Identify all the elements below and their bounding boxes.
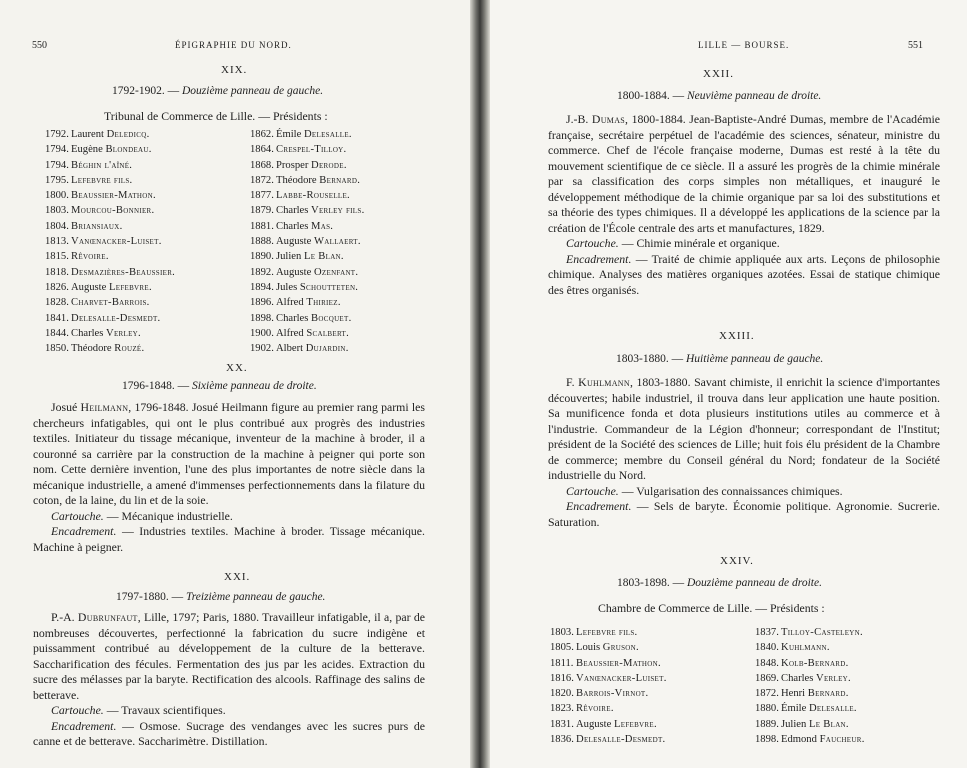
list-item <box>45 173 175 188</box>
running-header: LILLE — BOURSE. <box>698 40 790 50</box>
year: 1877. <box>250 190 274 202</box>
section-dates: 1800-1884. <box>617 90 670 102</box>
list-item <box>250 326 365 341</box>
first-name: Théodore <box>71 343 112 355</box>
section-numeral: XXI. <box>224 571 251 583</box>
list-item <box>45 326 175 341</box>
cartouche-text: — Mécanique industrielle. <box>103 508 233 523</box>
list-item <box>755 717 865 732</box>
list-item <box>45 295 175 310</box>
list-item <box>755 625 865 640</box>
name-prefix: J.-B. <box>566 112 589 126</box>
year: 1848. <box>755 657 779 669</box>
surname: Lefebvre. <box>108 281 152 293</box>
year: 1850. <box>45 343 69 355</box>
presidents-list-col2 <box>755 625 865 747</box>
list-item <box>755 686 865 701</box>
surname: Scalbert. <box>306 327 350 339</box>
year: 1837. <box>755 627 779 638</box>
section-title: Douzième panneau de gauche. <box>181 85 324 97</box>
list-item <box>250 295 365 310</box>
cartouche-label: Cartouche. <box>566 483 619 498</box>
list-item <box>550 717 667 732</box>
surname: Bernard. <box>319 174 361 186</box>
dash: — <box>672 90 685 102</box>
list-item <box>45 219 175 234</box>
surname: Derode. <box>311 159 347 171</box>
first-name: Albert <box>276 343 304 355</box>
list-item <box>45 188 175 203</box>
cartouche-label: Cartouche. <box>566 236 619 250</box>
year: 1879. <box>250 205 274 217</box>
list-item <box>550 686 667 701</box>
year: 1795. <box>45 174 69 186</box>
left-page <box>0 0 470 768</box>
list-item <box>250 219 365 234</box>
presidents-list-col2 <box>250 127 365 356</box>
first-name: Alfred <box>276 297 304 309</box>
first-name: Auguste <box>276 236 312 248</box>
cartouche-label: Cartouche. <box>51 508 104 523</box>
year: 1813. <box>45 236 69 248</box>
first-name: Théodore <box>276 174 317 186</box>
section-subtitle <box>122 380 317 392</box>
surname: Wallaert. <box>313 236 361 248</box>
year: 1828. <box>45 297 69 309</box>
year: 1836. <box>550 734 574 746</box>
year: 1894. <box>250 281 274 293</box>
name-prefix: Josué <box>51 400 78 414</box>
year: 1872. <box>755 688 779 700</box>
cartouche-text: — Travaux scientifiques. <box>103 703 226 717</box>
body-text: , 1803-1880. Savant chimiste, il enrichit la science d'importantes découvertes; habile industriel, il trouva dans leur application une haute position. Sa munificence fonda et dota plusieurs institutions utiles au commerce et à l'industrie. Commandeur de la Légion d'honneur; correspondant de l'Institut; président de la Société des sciences de Lille; huit fois élu président de la Chambre de commerce; membre du Conseil général du Nord; fondateur de la Société industrielle du Nord. <box>548 375 940 482</box>
surname: Beaussier-Mathon. <box>71 190 156 202</box>
name-prefix: F. <box>566 375 575 389</box>
list-item <box>250 249 365 264</box>
list-item <box>45 234 175 249</box>
section-dates: 1792-1902. <box>112 85 165 97</box>
first-name: Eugène <box>71 144 103 156</box>
list-item <box>45 249 175 264</box>
surname: Kuhlmann. <box>781 642 830 654</box>
first-name: Julien <box>781 718 807 730</box>
year: 1826. <box>45 281 69 293</box>
section-dates: 1796-1848. <box>122 380 175 392</box>
section-numeral: XXIV. <box>720 555 754 567</box>
surname: Delesalle-Desmedt. <box>576 734 666 746</box>
year: 1794. <box>45 144 69 156</box>
year: 1864. <box>250 144 274 156</box>
surname: Dujardin. <box>305 343 349 355</box>
year: 1900. <box>250 327 274 339</box>
section-subtitle <box>116 591 325 603</box>
surname: Ozenfant. <box>313 266 359 278</box>
year: 1840. <box>755 642 779 654</box>
list-item <box>250 341 365 356</box>
year: 1803. <box>45 205 69 217</box>
list-item <box>45 311 175 326</box>
first-name: Jules <box>276 281 298 293</box>
surname: Delesalle. <box>303 129 352 140</box>
section-dates: 1803-1898. <box>617 577 670 589</box>
surname: Labbe-Rouselle. <box>276 190 350 202</box>
year: 1880. <box>755 703 779 715</box>
surname: Blondeau. <box>105 144 152 156</box>
year: 1898. <box>755 734 779 746</box>
surname: Bernard. <box>807 688 849 700</box>
list-item <box>755 640 865 655</box>
first-name: Charles <box>276 312 309 324</box>
surname: Lefebvre fils. <box>576 627 638 638</box>
first-name: Émile <box>276 129 302 140</box>
dash: — <box>177 380 190 392</box>
name-prefix: P.-A. <box>51 610 75 624</box>
section-numeral: XXIII. <box>719 330 755 342</box>
year: 1898. <box>250 312 274 324</box>
section-subtitle <box>617 577 822 589</box>
year: 1841. <box>45 312 69 324</box>
list-item <box>45 341 175 356</box>
cartouche-text: — Chimie minérale et organique. <box>618 236 780 250</box>
year: 1805. <box>550 642 574 654</box>
section-subtitle <box>616 353 823 365</box>
year: 1890. <box>250 251 274 263</box>
year: 1902. <box>250 343 274 355</box>
cartouche-label: Cartouche. <box>51 703 104 717</box>
year: 1896. <box>250 297 274 309</box>
list-item <box>755 671 865 686</box>
year: 1815. <box>45 251 69 263</box>
section-title: Treizième panneau de gauche. <box>185 591 326 603</box>
encadrement-label: Encadrement. <box>51 718 117 733</box>
list-item <box>250 265 365 280</box>
encadrement-label: Encadrement. <box>51 524 117 538</box>
year: 1844. <box>45 327 69 339</box>
dash: — <box>672 577 685 589</box>
section-dates: 1803-1880. <box>616 353 669 365</box>
first-name: Edmond <box>781 734 817 746</box>
first-name: Auguste <box>71 281 107 293</box>
surname: Briansiaux. <box>71 220 123 232</box>
list-item <box>250 311 365 326</box>
name-smallcaps: Kuhlmann <box>578 375 630 389</box>
year: 1820. <box>550 688 574 700</box>
list-item <box>550 656 667 671</box>
name-smallcaps: Heilmann <box>80 400 129 414</box>
name-smallcaps: Dumas <box>591 112 626 126</box>
list-item <box>45 142 175 157</box>
section-subtitle <box>112 85 323 97</box>
surname: Thiriez. <box>306 297 341 309</box>
surname: Rêvoire. <box>576 703 614 715</box>
list-heading: Tribunal de Commerce de Lille. — Présidents : <box>104 109 328 123</box>
year: 1881. <box>250 220 274 232</box>
first-name: Auguste <box>576 718 612 730</box>
first-name: Charles <box>276 205 309 217</box>
list-item <box>250 234 365 249</box>
list-item <box>250 280 365 295</box>
right-page <box>490 0 967 768</box>
surname: Rouzé. <box>114 343 145 355</box>
page-number: 550 <box>32 40 47 51</box>
surname: Verley fils. <box>311 205 365 217</box>
surname: Beaussier-Mathon. <box>576 657 661 669</box>
surname: Delesalle-Desmedt. <box>71 312 161 324</box>
year: 1872. <box>250 174 274 186</box>
list-item <box>45 203 175 218</box>
year: 1823. <box>550 703 574 715</box>
list-item <box>250 173 365 188</box>
list-item <box>550 625 667 640</box>
list-item <box>250 142 365 157</box>
year: 1818. <box>45 266 69 278</box>
surname: Bocquet. <box>311 312 352 324</box>
list-item <box>755 656 865 671</box>
surname: Desmazières-Beaussier. <box>71 266 176 278</box>
year: 1892. <box>250 266 274 278</box>
first-name: Laurent <box>71 129 104 140</box>
section-dates: 1797-1880. <box>116 591 169 603</box>
year: 1889. <box>755 718 779 730</box>
surname: Kolb-Bernard. <box>781 657 849 669</box>
surname: Lefebvre. <box>613 718 657 730</box>
list-item <box>550 671 667 686</box>
list-item <box>250 188 365 203</box>
presidents-list-col1 <box>550 625 667 747</box>
surname: Le Blan. <box>808 718 849 730</box>
first-name: Julien <box>276 251 302 263</box>
section-body <box>548 375 940 530</box>
dash: — <box>671 353 684 365</box>
year: 1811. <box>550 657 574 669</box>
surname: Faucheur. <box>819 734 865 746</box>
list-item <box>755 701 865 716</box>
encadrement-text: — Sels de baryte. Économie politique. Agronomie. Sucrerie. Saturation. <box>548 499 940 529</box>
first-name: Alfred <box>276 327 304 339</box>
year: 1816. <box>550 672 574 684</box>
list-item <box>250 203 365 218</box>
surname: Deledicq. <box>106 129 150 140</box>
list-item <box>45 158 175 173</box>
dash: — <box>171 591 184 603</box>
first-name: Auguste <box>276 266 312 278</box>
page-number: 551 <box>908 40 923 51</box>
surname: Rêvoire. <box>71 251 109 263</box>
section-body <box>33 610 425 750</box>
year: 1888. <box>250 236 274 248</box>
section-title: Huitième panneau de gauche. <box>685 353 824 365</box>
first-name: Charles <box>71 327 104 339</box>
name-smallcaps: Dubrunfaut <box>77 610 138 624</box>
surname: Lefebvre fils. <box>71 174 133 186</box>
first-name: Louis <box>576 642 601 654</box>
section-title: Douzième panneau de droite. <box>686 577 822 589</box>
first-name: Henri <box>781 688 806 700</box>
year: 1803. <box>550 627 574 638</box>
year: 1792. <box>45 129 69 140</box>
list-item <box>550 701 667 716</box>
body-text: , 1796-1848. Josué Heilmann figure au premier rang parmi les chercheurs infatigables, qui ont le plus contribué aux progrès des industries textiles. Initiateur du tissage mécanique, inventeur de la machine à broder, il a couronné sa carrière par la construction de la machine à peigner qui porte son nom. Cette dernière invention, l'une des plus importantes de notre siècle dans la mécanique industrielle, a amené d'immenses perfectionnements dans la filature du coton, de la laine, du lin et de la soie. <box>33 400 425 507</box>
year: 1800. <box>45 190 69 202</box>
encadrement-label: Encadrement. <box>566 499 632 513</box>
surname: Barrois-Virnot. <box>576 688 649 700</box>
running-header: ÉPIGRAPHIE DU NORD. <box>175 40 292 50</box>
dash: — <box>167 85 180 97</box>
year: 1868. <box>250 159 274 171</box>
section-body <box>33 400 425 555</box>
list-item <box>755 732 865 747</box>
surname: Gruson. <box>602 642 639 654</box>
surname: Béghin l'aîné. <box>71 159 133 171</box>
surname: Mas. <box>311 220 334 232</box>
cartouche-text: — Vulgarisation des connaissances chimiques. <box>618 483 843 498</box>
surname: Tilloy-Casteleyn. <box>781 627 863 638</box>
list-item <box>250 127 365 142</box>
year: 1869. <box>755 672 779 684</box>
section-body <box>548 112 940 298</box>
year: 1794. <box>45 159 69 171</box>
body-text: , 1800-1884. Jean-Baptiste-André Dumas, membre de l'Académie française, secrétaire perpétuel de l'académie des sciences, sénateur, ministre du commerce. Chef de l'école française moderne, Dumas est resté à la tête du mouvement scientifique de ce siècle. Il a assuré les progrès de la chimie minérale par sa classification des corps simples non métalliques, et inauguré le développement méthodique de la chimie organique par sa loi des substitutions et sa théorie des types chimiques. Il a développé les applications de la science par la création de l'École centrale des arts et manufactures, 1829. <box>548 112 941 235</box>
presidents-list-col1 <box>45 127 175 356</box>
year: 1804. <box>45 220 69 232</box>
section-numeral: XXII. <box>703 68 734 80</box>
book-gutter <box>470 0 490 768</box>
year: 1862. <box>250 129 274 140</box>
first-name: Émile <box>781 703 807 715</box>
section-title: Sixième panneau de droite. <box>191 380 317 392</box>
encadrement-text: — Traité de chimie appliquée aux arts. Leçons de philosophie chimique. Analyses des matières organiques azotées. Essai de statique chimique des êtres organisés. <box>548 251 940 297</box>
surname: Vanœnacker-Luiset. <box>71 236 162 248</box>
encadrement-label: Encadrement. <box>566 251 632 266</box>
list-item <box>550 640 667 655</box>
section-subtitle <box>617 90 821 102</box>
list-item <box>550 732 667 747</box>
list-item <box>45 127 175 142</box>
encadrement-text: — Industries textiles. Machine à broder. Tissage mécanique. Machine à peigner. <box>33 524 425 554</box>
section-title: Neuvième panneau de droite. <box>686 90 822 102</box>
surname: Vanœnacker-Luiset. <box>576 672 667 684</box>
surname: Delesalle. <box>808 703 857 715</box>
surname: Crespel-Tilloy. <box>276 144 347 156</box>
surname: Verley. <box>106 327 141 339</box>
first-name: Charles <box>276 220 309 232</box>
surname: Schoutteten. <box>299 281 359 293</box>
encadrement-text: — Osmose. Sucrage des vendanges avec les sucres purs de canne et de betterave. Saccharimètre. Distillation. <box>33 718 425 748</box>
section-numeral: XX. <box>226 362 248 374</box>
section-numeral: XIX. <box>221 64 248 76</box>
list-heading: Chambre de Commerce de Lille. — Présidents : <box>598 601 825 615</box>
list-item <box>45 265 175 280</box>
surname: Le Blan. <box>303 251 344 263</box>
first-name: Charles <box>781 672 814 684</box>
year: 1831. <box>550 718 574 730</box>
list-item <box>250 158 365 173</box>
surname: Mourcou-Bonnier. <box>71 205 155 217</box>
body-text: , Lille, 1797; Paris, 1880. Travailleur infatigable, il a, par de nombreuses découvertes, perfectionné la fabrication du sucre indigène et puissamment contribué au développement de la culture de la betterave. Saccharification des fécules. Fermentation des jus par les acides. Extraction du sucre des mélasses par la baryte. Rectification des alcools. Raffinage des salins de betterave. <box>33 610 425 702</box>
list-item <box>45 280 175 295</box>
surname: Verley. <box>816 672 851 684</box>
surname: Charvet-Barrois. <box>71 297 150 309</box>
first-name: Prosper <box>276 159 309 171</box>
